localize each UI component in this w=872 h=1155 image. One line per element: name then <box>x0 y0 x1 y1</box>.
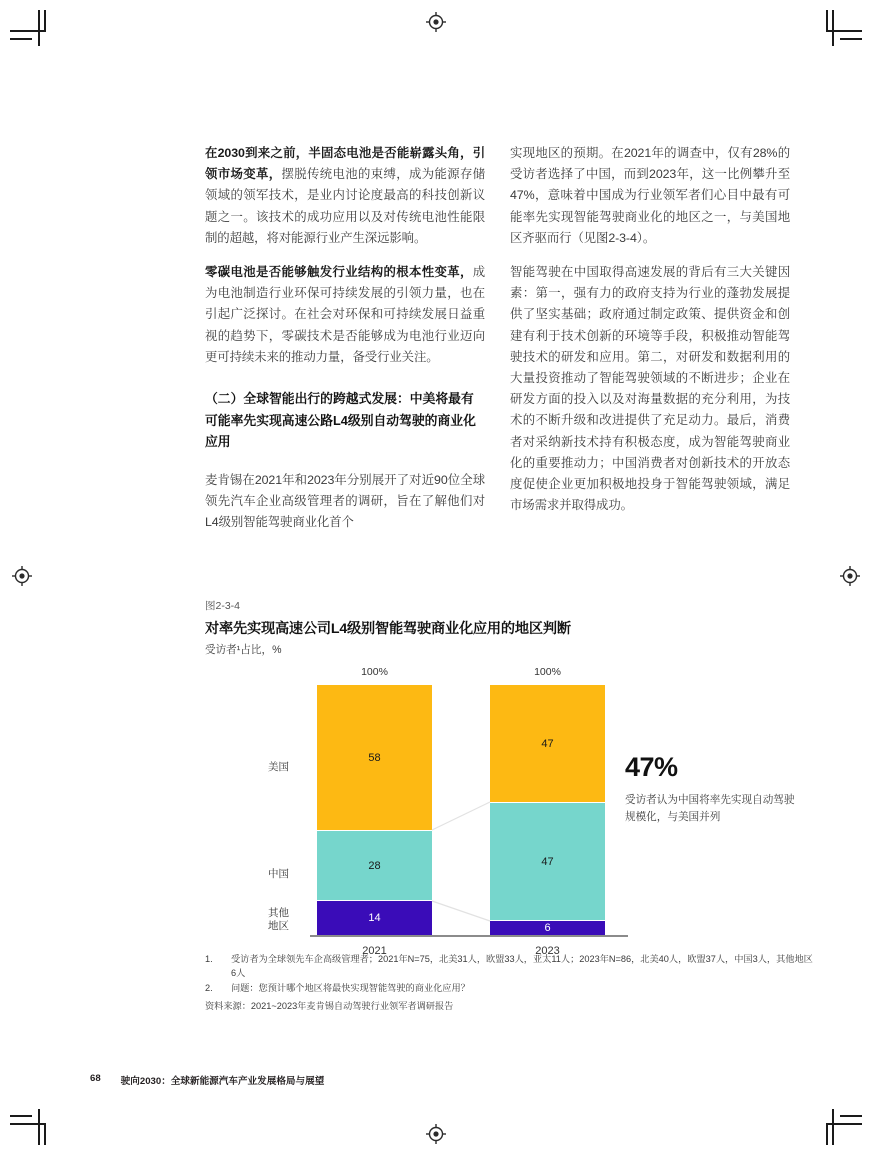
bar-total-2021: 100% <box>361 666 388 678</box>
registration-mark-left <box>12 566 32 586</box>
section-heading: （二）全球智能出行的跨越式发展：中美将最有可能率先实现高速公路L4级别自动驾驶的商业化应用 <box>205 391 476 450</box>
exhibit-title: 对率先实现高速公司L4级别智能驾驶商业化应用的地区判断 <box>205 621 571 637</box>
bar-segment-2023-cn[interactable]: 47 <box>490 803 605 920</box>
category-label-us: 美国 <box>268 761 289 773</box>
bar-segment-2021-other[interactable]: 14 <box>317 901 432 935</box>
chart-callout <box>625 752 795 825</box>
callout-value: 47% <box>625 752 678 782</box>
bar-group-2021 <box>317 666 432 957</box>
chart-plot-area <box>300 666 620 957</box>
book-title: 驶向2030：全球新能源汽车产业发展格局与展望 <box>120 1076 325 1087</box>
bar-group-2023 <box>490 666 605 957</box>
chart-x-axis <box>310 935 628 937</box>
footnote-text: 问题：您预计哪个地区将最快实现智能驾驶的商业化应用？ <box>231 983 470 994</box>
paragraph-mckinsey-survey: 麦肯锡在2021年和2023年分别展开了对近90位全球领先汽车企业高级管理者的调研，旨在了解他们对L4级别智能驾驶商业化首个 <box>205 472 485 529</box>
bar-total-2023: 100% <box>534 666 561 678</box>
chart-footnotes <box>205 952 815 1013</box>
exhibit-number: 图2-3-4 <box>205 600 241 612</box>
right-column <box>510 143 790 533</box>
paragraph-rest-2: 成为电池制造行业环保可持续发展的引领力量，也在引起广泛探讨。在社会对环保和可持续发展日益重视的趋势下，零碳技术是否能够成为电池行业迈向更可持续未来的推动力量，备受行业关注。 <box>205 265 485 364</box>
bar-segment-2023-us[interactable]: 47 <box>490 685 605 802</box>
article-columns <box>205 143 790 533</box>
bar-segment-2023-other[interactable]: 6 <box>490 921 605 935</box>
registration-mark-bottom <box>426 1124 446 1144</box>
paragraph-solid-state-battery <box>205 143 485 249</box>
page-footer <box>90 1073 324 1087</box>
category-label-cn: 中国 <box>268 868 289 880</box>
category-label-other: 其他 地区 <box>268 907 289 932</box>
footnote-index: 2. <box>205 983 213 994</box>
page-number: 68 <box>90 1073 101 1084</box>
footnote-item <box>205 981 815 995</box>
exhibit-subtitle: 受访者¹占比，% <box>205 644 282 656</box>
paragraph-zero-carbon-battery <box>205 262 485 368</box>
footnote-item <box>205 952 815 980</box>
footnote-text: 受访者为全球领先车企高级管理者；2021年N=75，北美31人，欧盟33人，亚太11人；2023年N=86，北美40人，欧盟37人，中国3人，其他地区6人 <box>231 954 813 979</box>
footnote-index: 1. <box>205 954 213 964</box>
x-axis-label-2023: 2023 <box>535 945 560 957</box>
exhibit-header <box>205 598 805 657</box>
paragraph-region-expectation: 实现地区的预期。在2021年的调查中，仅有28%的受访者选择了中国，而到2023年，这一比例攀升至47%，意味着中国成为行业领军者们心目中最有可能率先实现智能驾驶商业化的地区之一，与美国地区齐驱而行（见图2-3-4）。 <box>510 146 790 245</box>
bar-segment-2021-cn[interactable]: 28 <box>317 831 432 900</box>
footnote-source: 资料来源：2021~2023年麦肯锡自动驾驶行业领军者调研报告 <box>205 1000 454 1011</box>
x-axis-label-2021: 2021 <box>362 945 387 957</box>
paragraph-three-key-factors: 智能驾驶在中国取得高速发展的背后有三大关键因素：第一，强有力的政府支持为行业的蓬勃发展提供了坚实基础；政府通过制定政策、提供资金和创建有利于技术创新的环境等手段，积极推动智能驾驶技术的研发和应用。第二，对研发和数据利用的大量投资推动了智能驾驶领域的不断进步；企业在研发方面的投入以及对海量数据的充分利用，为技术的不断升级和改进提供了充足动力。最后，消费者对采纳新技术持有积极态度，成为智能驾驶商业化的重要推动力；中国消费者对创新技术的开放态度促使企业更加积极地投身于智能驾驶领域，满足市场需求并取得成功。 <box>510 265 790 513</box>
chart-category-labels <box>205 685 297 935</box>
registration-mark-right <box>840 566 860 586</box>
callout-text: 受访者认为中国将率先实现自动驾驶规模化，与美国并列 <box>625 794 795 823</box>
bar-segment-2021-us[interactable]: 58 <box>317 685 432 830</box>
registration-mark-top <box>426 12 446 32</box>
paragraph-lead-1: 在2030到来之前，半固态电池是否能崭露头角，引领市场变革， <box>205 146 485 182</box>
left-column <box>205 143 485 533</box>
paragraph-rest-1: 摆脱传统电池的束缚，成为能源存储领域的领军技术，是业内讨论度最高的科技创新议题之一。该技术的成功应用以及对传统电池性能限制的超越，将对能源行业产生深远影响。 <box>205 167 486 245</box>
paragraph-lead-2: 零碳电池是否能够触发行业结构的根本性变革， <box>205 265 473 280</box>
